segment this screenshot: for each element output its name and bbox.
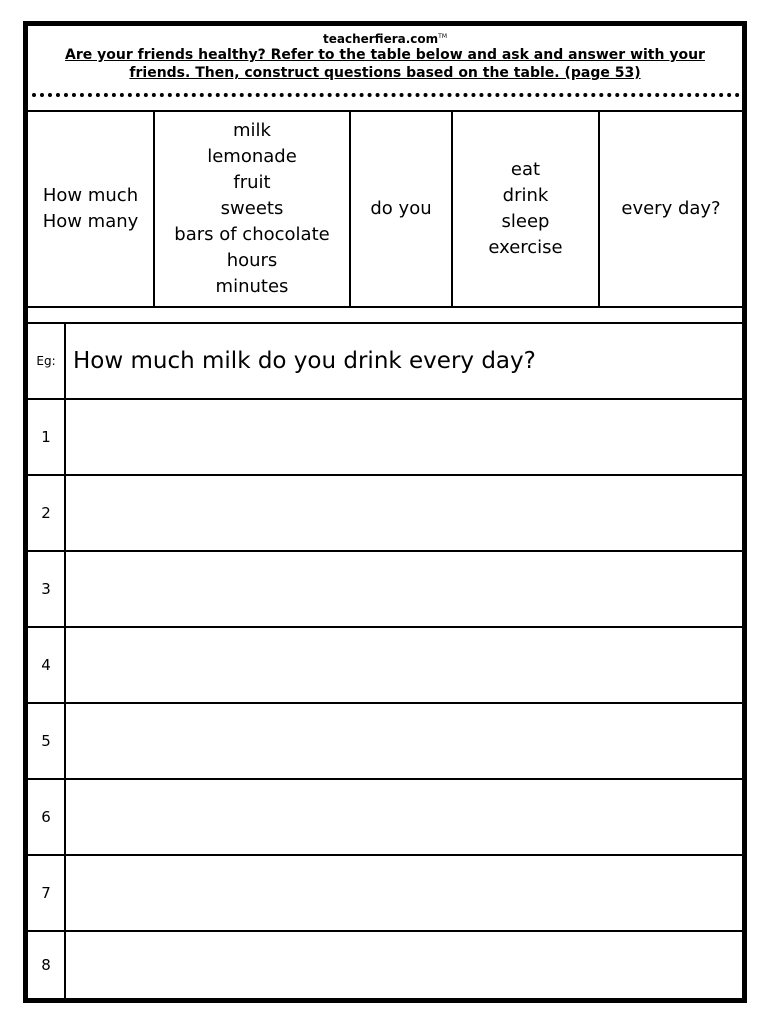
answer-row[interactable]	[28, 704, 742, 780]
word: bars of chocolate	[174, 224, 330, 245]
row-number: 6	[28, 780, 66, 854]
divider-line	[28, 110, 742, 112]
word: exercise	[488, 237, 563, 258]
row-number: 2	[28, 476, 66, 550]
instruction-text: Are your friends healthy? Refer to the table below and ask and answer with your friends. Then, construct questions based on the table. (page 53)	[65, 47, 705, 81]
word: sleep	[501, 211, 550, 232]
cell-content	[621, 196, 720, 222]
answer-row[interactable]	[28, 552, 742, 628]
answer-row[interactable]	[28, 400, 742, 476]
row-number: 4	[28, 628, 66, 702]
example-sentence: How much milk do you drink every day?	[73, 348, 536, 374]
worksheet-header	[28, 26, 742, 110]
worksheet-frame	[23, 21, 747, 1003]
word: eat	[510, 159, 541, 180]
word: drink	[502, 185, 549, 206]
word: fruit	[233, 172, 271, 193]
word: milk	[233, 120, 271, 141]
dotted-divider	[32, 93, 740, 97]
word: How many	[42, 211, 139, 232]
word: do you	[370, 198, 432, 219]
word: How much	[42, 185, 139, 206]
table-col-verbs	[453, 113, 598, 305]
table-col-aux	[351, 113, 451, 305]
row-number: 7	[28, 856, 66, 930]
table-col-quantifier	[28, 113, 153, 305]
word: hours	[226, 250, 278, 271]
trademark: TM	[438, 33, 447, 40]
table-col-nouns	[155, 113, 349, 305]
brand-name: teacherfiera.com	[323, 32, 439, 46]
row-label: Eg:	[28, 324, 66, 398]
divider-line	[28, 306, 742, 308]
answer-row[interactable]	[28, 932, 742, 998]
example-row	[28, 324, 742, 400]
table-col-time	[600, 113, 742, 305]
answer-row[interactable]	[28, 628, 742, 704]
answer-rows	[28, 324, 742, 998]
cell-content	[370, 196, 431, 222]
cell-content	[488, 157, 562, 261]
answer-row[interactable]	[28, 780, 742, 856]
cell-content	[43, 183, 139, 235]
row-number: 1	[28, 400, 66, 474]
word: sweets	[220, 198, 284, 219]
word: minutes	[215, 276, 289, 297]
row-number: 3	[28, 552, 66, 626]
row-number: 8	[28, 932, 66, 998]
cell-content	[174, 118, 329, 300]
answer-row[interactable]	[28, 856, 742, 932]
brand-label	[28, 26, 742, 46]
row-number: 5	[28, 704, 66, 778]
word: lemonade	[207, 146, 297, 167]
answer-row[interactable]	[28, 476, 742, 552]
word: every day?	[621, 198, 721, 219]
